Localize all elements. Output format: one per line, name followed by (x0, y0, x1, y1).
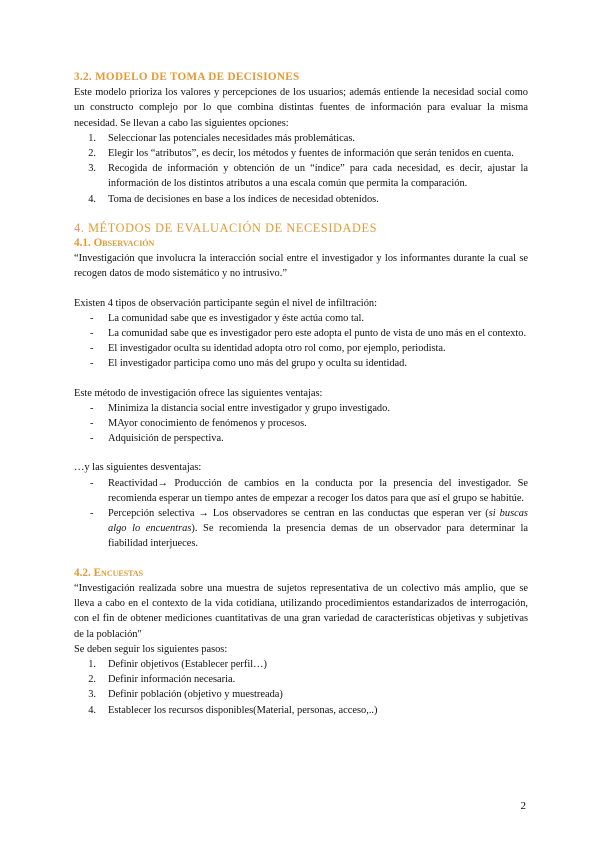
document-page (74, 70, 528, 718)
advantages-list (74, 401, 528, 447)
list-item: - Minimiza la distancia social entre investigador y grupo investigado. (90, 402, 390, 414)
survey-steps-intro: Se deben seguir los siguientes pasos: (74, 643, 228, 655)
section-4-2-heading: 4.2. Encuestas (74, 566, 144, 579)
list-item: 4. Establecer los recursos disponibles(Material, personas, acceso,..) (88, 704, 378, 716)
list-item: - La comunidad sabe que es investigador y éste actúa como tal. (90, 312, 364, 324)
disadvantages-intro: …y las siguientes desventajas: (74, 462, 202, 474)
list-item: 4. Toma de decisiones en base a los índices de necesidad obtenidos. (88, 193, 379, 205)
decision-steps-list (74, 131, 528, 207)
list-item: 3. Recogida de información y obtención de un “índice” para cada necesidad, es decir, ajustar la información de los distintos atributos a una escala común que permita la comparación. (88, 163, 528, 190)
survey-definition: “Investigación realizada sobre una muestra de sujetos representativa de un colectivo más amplio, que se lleva a cabo en el contexto de la vida cotidiana, utilizando procedimientos estandarizados de interrogación, con el fin de obtener mediciones cuantitativas de una gran variedad de características objetivas y subjetivas de la población" (74, 582, 528, 640)
page-number: 2 (520, 800, 526, 812)
list-item: - Adquisición de perspectiva. (90, 433, 224, 445)
list-item: - Percepción selectiva → Los observadores se centran en las conductas que esperan ver (si buscas algo lo encuentras). Se recomienda la presencia demas de un observador para determinar la fiabilidad interjueces. (90, 508, 529, 550)
section-4-heading: 4. MÉTODOS DE EVALUACIÓN DE NECESIDADES (74, 220, 378, 235)
list-item: - MAyor conocimiento de fenómenos y procesos. (90, 418, 307, 430)
section-4-1-heading: 4.1. Observación (74, 237, 155, 250)
list-item: 2. Definir información necesaria. (88, 674, 236, 686)
survey-steps-list (74, 657, 528, 718)
list-item: 2. Elegir los “atributos”, es decir, los métodos y fuentes de información que serán tenidos en cuenta. (88, 148, 514, 160)
list-item: - El investigador participa como uno más del grupo y oculta su identidad. (90, 358, 407, 370)
observation-types-list (74, 311, 528, 372)
advantages-intro: Este método de investigación ofrece las siguientes ventajas: (74, 387, 323, 399)
list-item: - El investigador oculta su identidad adopta otro rol como, por ejemplo, periodista. (90, 343, 446, 355)
observation-types-intro: Existen 4 tipos de observación participante según el nivel de infiltración: (74, 297, 377, 309)
disadvantages-list (74, 476, 528, 552)
list-item: 1. Definir objetivos (Establecer perfil…) (88, 658, 267, 670)
list-item: - La comunidad sabe que es investigador pero este adopta el punto de vista de uno más en el contexto. (90, 328, 527, 340)
list-item: 3. Definir población (objetivo y muestreada) (88, 689, 283, 701)
list-item: 1. Seleccionar las potenciales necesidades más problemáticas. (88, 132, 355, 144)
list-item: - Reactividad→ Producción de cambios en la conducta por la presencia del investigador. Se recomienda esperar un tiempo antes de empezar a recoger los datos para que así el grupo se habitúe. (90, 477, 528, 504)
section-3-2-heading: 3.2. MODELO DE TOMA DE DECISIONES (74, 71, 300, 83)
observation-definition: “Investigación que involucra la interacción social entre el investigador y los informantes durante la cual se recogen datos de modo sistemático y no intrusivo.” (74, 253, 528, 280)
section-3-2-intro: Este modelo prioriza los valores y percepciones de los usuarios; además entiende la necesidad social como un constructo complejo por lo que combina distintas fuentes de información para evaluar la misma necesidad. Se llevan a cabo las siguientes opciones: (74, 87, 528, 129)
